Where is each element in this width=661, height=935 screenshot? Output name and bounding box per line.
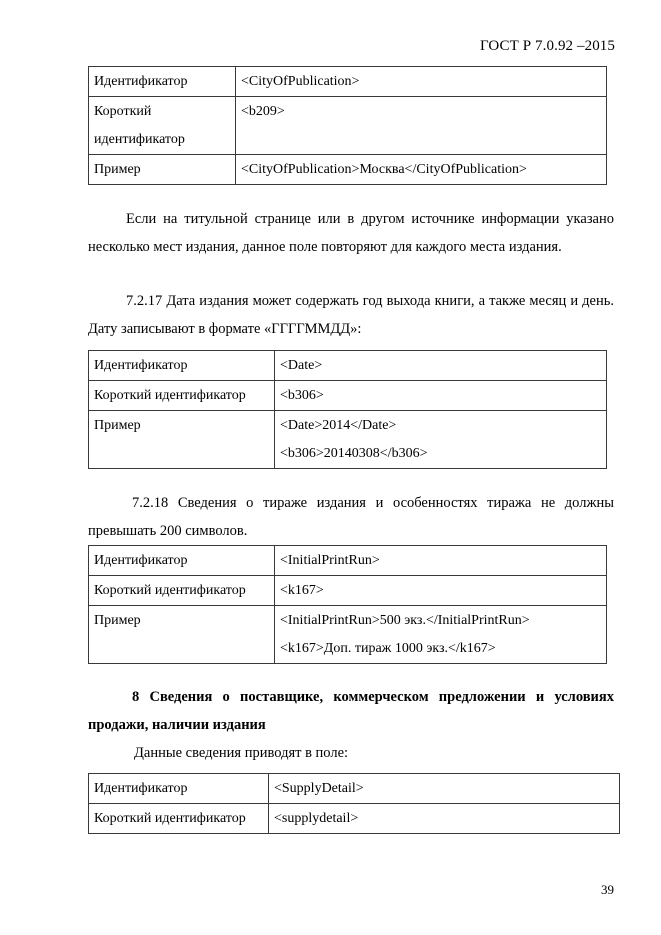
table-cell: Короткий идентификатор	[89, 97, 236, 155]
table-cell: <b209>	[236, 97, 607, 155]
table-cell: Идентификатор	[89, 351, 275, 381]
example-line: <k167>Доп. тираж 1000 экз.</k167>	[280, 641, 496, 656]
table-cell: Пример	[89, 606, 275, 664]
table-row	[89, 546, 607, 576]
paragraph-supply-intro: Данные сведения приводят в поле:	[134, 745, 349, 761]
table-row	[89, 774, 620, 804]
paragraph-7-2-18: 7.2.18 Сведения о тираже издания и особенностях тиража не должны превышать 200 символов.	[88, 495, 614, 539]
table-cell: Пример	[89, 155, 236, 185]
table-cell: Пример	[89, 411, 275, 469]
table-cell: Короткий идентификатор	[89, 576, 275, 606]
example-line: <Date>2014</Date>	[280, 418, 397, 433]
table-cell	[275, 606, 607, 664]
section-8-heading: 8 Сведения о поставщике, коммерческом предложении и условиях продажи, наличии издания	[88, 689, 614, 733]
table-cell: Идентификатор	[89, 774, 269, 804]
table-cell: <Date>	[275, 351, 607, 381]
table-cell: <InitialPrintRun>	[275, 546, 607, 576]
table-cell: Идентификатор	[89, 67, 236, 97]
table-cell: <CityOfPublication>	[236, 67, 607, 97]
table-row	[89, 381, 607, 411]
field-table-supply	[88, 773, 620, 834]
table-cell: Короткий идентификатор	[89, 804, 269, 834]
table-cell: <CityOfPublication>Москва</CityOfPublication>	[236, 155, 607, 185]
table-cell: Короткий идентификатор	[89, 381, 275, 411]
table-row	[89, 411, 607, 469]
table-row	[89, 804, 620, 834]
table-cell: <b306>	[275, 381, 607, 411]
example-line: <InitialPrintRun>500 экз.</InitialPrintRun>	[280, 613, 530, 628]
table-row	[89, 155, 607, 185]
table-row	[89, 606, 607, 664]
table-row	[89, 576, 607, 606]
table-row	[89, 67, 607, 97]
field-table-date	[88, 350, 607, 469]
paragraph-7-2-17: 7.2.17 Дата издания может содержать год выхода книги, а также месяц и день. Дату записывают в формате «ГГГГММДД»:	[88, 293, 614, 337]
table-cell: <SupplyDetail>	[269, 774, 620, 804]
paragraph-multiple-places: Если на титульной странице или в другом источнике информации указано несколько мест издания, данное поле повторяют для каждого места издания.	[88, 211, 614, 255]
table-cell: <supplydetail>	[269, 804, 620, 834]
table-cell: Идентификатор	[89, 546, 275, 576]
field-table-city	[88, 66, 607, 185]
table-row	[89, 351, 607, 381]
field-table-print-run	[88, 545, 607, 664]
table-cell: <k167>	[275, 576, 607, 606]
example-line: <b306>20140308</b306>	[280, 446, 428, 461]
document-header: ГОСТ Р 7.0.92 –2015	[480, 38, 615, 54]
table-row	[89, 97, 607, 155]
table-cell	[275, 411, 607, 469]
page-number: 39	[601, 882, 614, 897]
